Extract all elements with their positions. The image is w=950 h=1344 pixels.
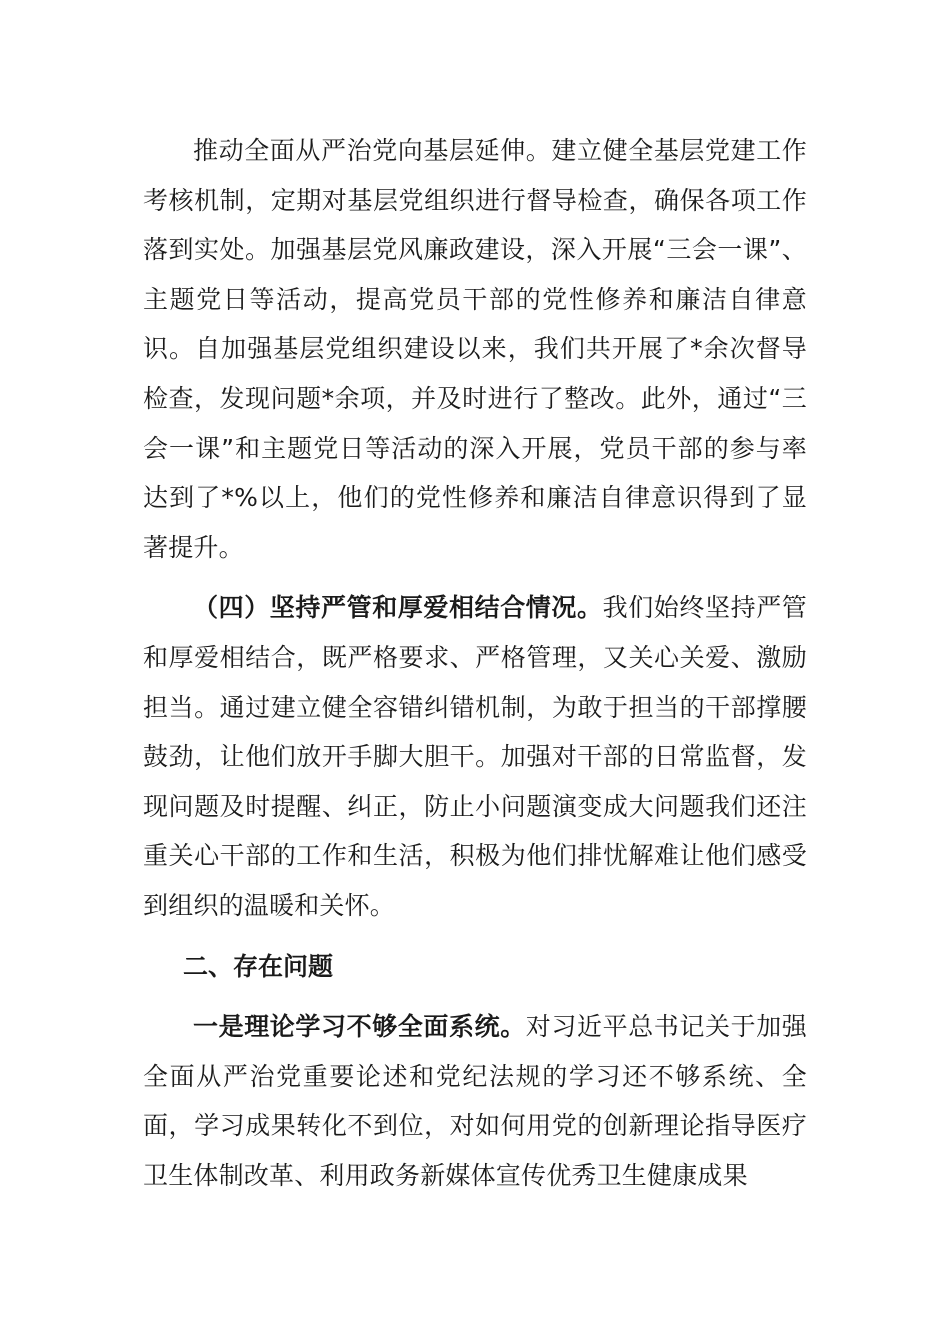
section-four-title: （四）坚持严管和厚爱相结合情况。 [193,593,603,623]
section-heading-problems: 二、存在问题 [183,951,334,981]
paragraph-grassroots-extension [143,126,807,572]
paragraph-strict-care [143,583,807,930]
paragraph-text: 对习近平总书记关于加强全面从严治党重要论述和党纪法规的学习还不够系统、全面，学习成果转化不到位，对如何用党的创新理论指导医疗卫生体制改革、利用政务新媒体宣传优秀卫生健康成果 [143,1012,807,1190]
document-page [143,126,807,1200]
problem-one-title: 一是理论学习不够全面系统。 [193,1012,526,1042]
paragraph-theory-study [143,1002,807,1200]
paragraph-text: 推动全面从严治党向基层延伸。建立健全基层党建工作考核机制，定期对基层党组织进行督导检查，确保各项工作落到实处。加强基层党风廉政建设，深入开展“三会一课”、主题党日等活动，提高党员干部的党性修养和廉洁自律意识。自加强基层党组织建设以来，我们共开展了*余次督导检查，发现问题*余项，并及时进行了整改。此外，通过“三会一课”和主题党日等活动的深入开展，党员干部的参与率达到了*%以上，他们的党性修养和廉洁自律意识得到了显著提升。 [143,136,807,562]
paragraph-text: 我们始终坚持严管和厚爱相结合，既严格要求、严格管理，又关心关爱、激励担当。通过建立健全容错纠错机制，为敢于担当的干部撑腰鼓劲，让他们放开手脚大胆干。加强对干部的日常监督，发现问题及时提醒、纠正，防止小问题演变成大问题我们还注重关心干部的工作和生活，积极为他们排忧解难让他们感受到组织的温暖和关怀。 [143,593,807,920]
